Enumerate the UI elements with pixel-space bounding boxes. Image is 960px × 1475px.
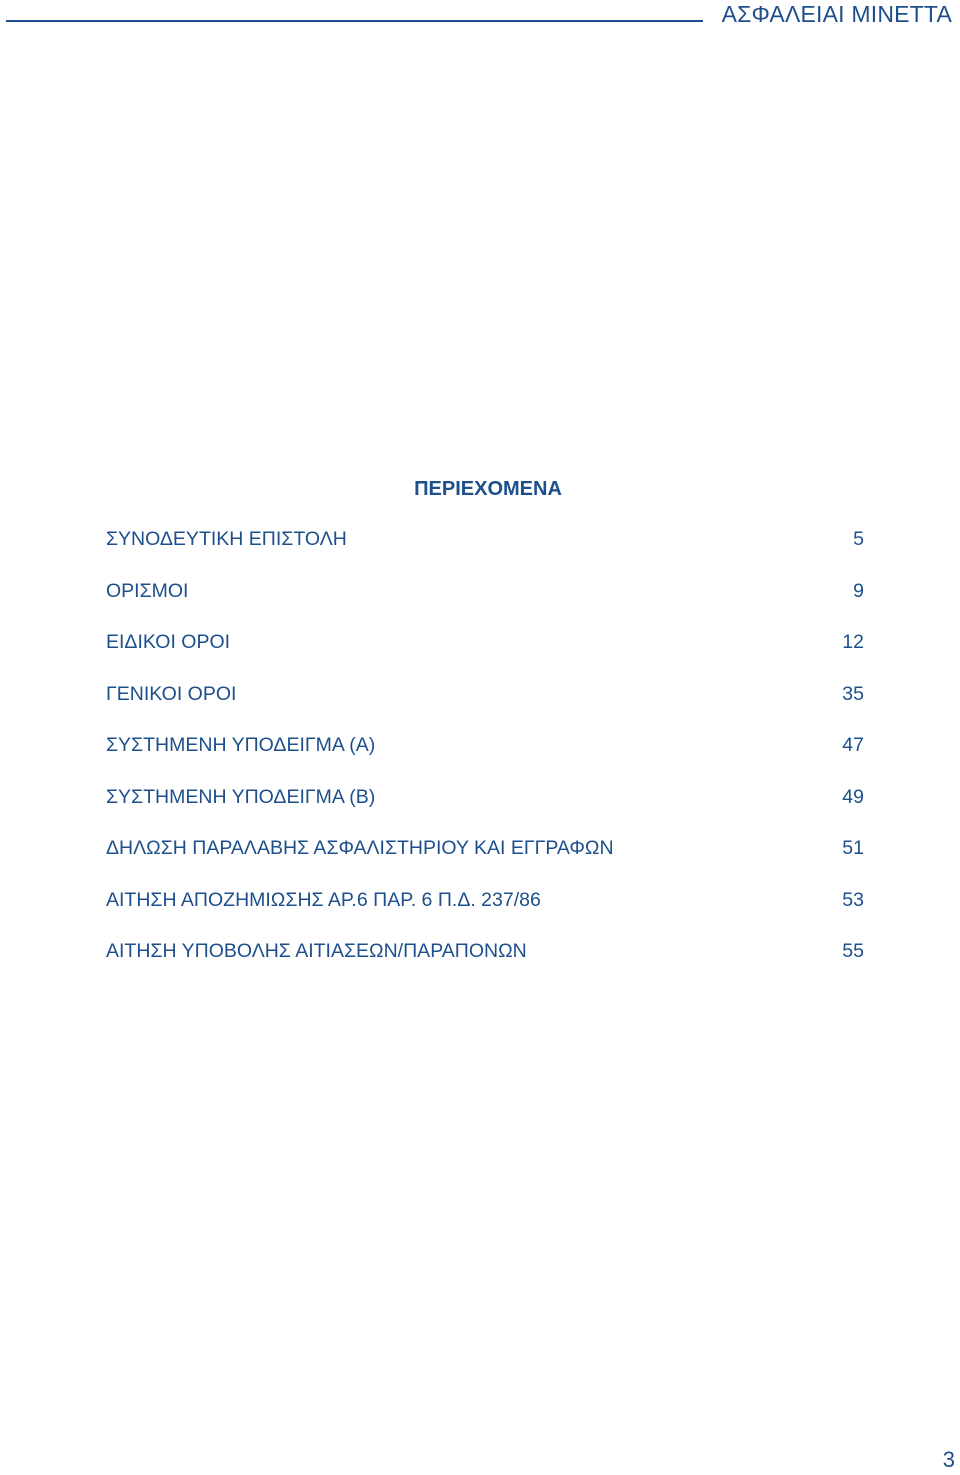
page-number: 3 bbox=[942, 1447, 955, 1472]
toc-entry-label: ΣΥΣΤΗΜΕΝΗ ΥΠΟΔΕΙΓΜΑ (Β) bbox=[106, 785, 376, 808]
toc-entry-label: ΕΙΔΙΚΟΙ ΟΡΟΙ bbox=[106, 631, 231, 653]
toc-entry-registered-sample-a[interactable] bbox=[106, 734, 864, 786]
toc-entry-special-terms[interactable] bbox=[106, 631, 864, 683]
toc-entry-page: 12 bbox=[842, 631, 864, 653]
toc-entry-receipt-declaration[interactable] bbox=[106, 837, 864, 889]
toc-entry-registered-sample-b[interactable] bbox=[106, 786, 864, 838]
toc-entry-page: 35 bbox=[842, 682, 864, 705]
toc-entry-page: 51 bbox=[842, 837, 864, 859]
header-rule bbox=[6, 20, 703, 22]
toc-entry-complaints-request[interactable] bbox=[106, 940, 864, 992]
toc-entry-label: ΑΙΤΗΣΗ ΑΠΟΖΗΜΙΩΣΗΣ ΑΡ.6 ΠΑΡ. 6 Π.Δ. 237/86 bbox=[106, 888, 541, 911]
toc-list bbox=[106, 528, 864, 992]
toc-entry-general-terms[interactable] bbox=[106, 683, 864, 735]
toc-entry-compensation-request[interactable] bbox=[106, 889, 864, 941]
toc-entry-cover-letter[interactable] bbox=[106, 528, 864, 580]
toc-heading: ΠΕΡΙΕΧΟΜΕΝΑ bbox=[414, 478, 562, 500]
toc-entry-page: 53 bbox=[842, 888, 864, 911]
toc-entry-label: ΑΙΤΗΣΗ ΥΠΟΒΟΛΗΣ ΑΙΤΙΑΣΕΩΝ/ΠΑΡΑΠΟΝΩΝ bbox=[106, 940, 527, 962]
toc-entry-page: 5 bbox=[853, 528, 864, 550]
toc-entry-definitions[interactable] bbox=[106, 580, 864, 632]
toc-entry-label: ΣΥΝΟΔΕΥΤΙΚΗ ΕΠΙΣΤΟΛΗ bbox=[106, 528, 347, 550]
header-title: ΑΣΦΑΛΕΙΑΙ ΜΙΝΕΤΤΑ bbox=[721, 1, 952, 27]
toc-entry-label: ΣΥΣΤΗΜΕΝΗ ΥΠΟΔΕΙΓΜΑ (Α) bbox=[106, 734, 376, 756]
toc-entry-page: 9 bbox=[853, 579, 864, 602]
toc-entry-page: 55 bbox=[842, 940, 864, 962]
toc-entry-label: ΟΡΙΣΜΟΙ bbox=[106, 579, 189, 602]
toc-entry-label: ΓΕΝΙΚΟΙ ΟΡΟΙ bbox=[106, 682, 237, 705]
toc-entry-page: 47 bbox=[842, 734, 864, 756]
toc-entry-label: ΔΗΛΩΣΗ ΠΑΡΑΛΑΒΗΣ ΑΣΦΑΛΙΣΤΗΡΙΟΥ ΚΑΙ ΕΓΓΡΑΦΩΝ bbox=[106, 837, 614, 859]
toc-entry-page: 49 bbox=[842, 785, 864, 808]
